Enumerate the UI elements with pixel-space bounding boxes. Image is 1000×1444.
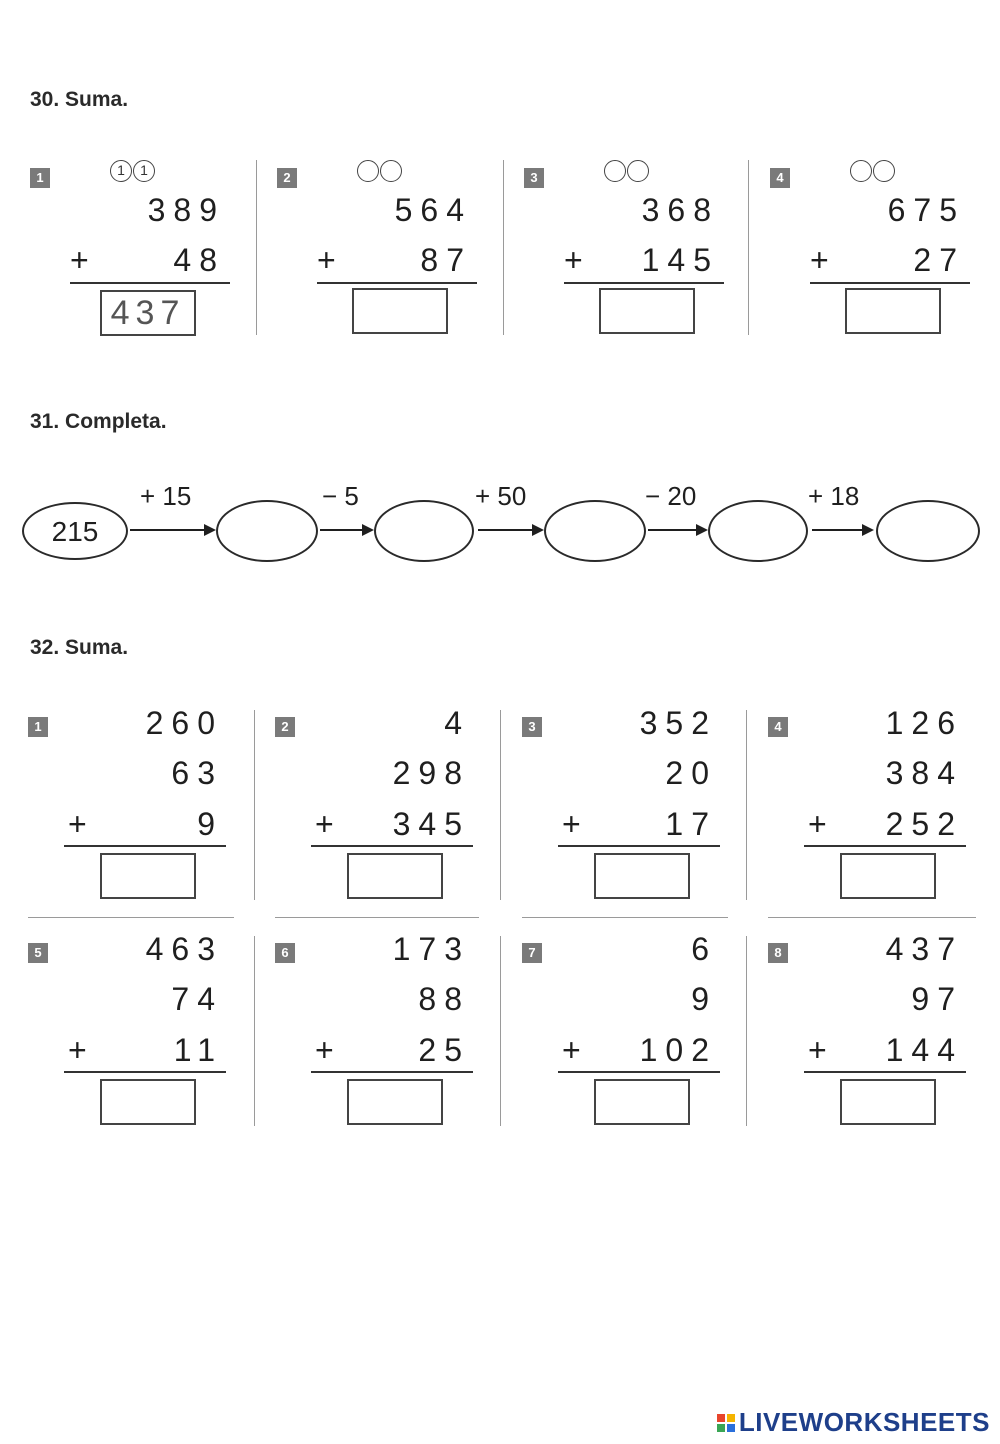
sum-line: [317, 282, 477, 284]
answer-box[interactable]: [840, 1079, 936, 1125]
logo-square: [727, 1414, 735, 1422]
row-divider: [28, 917, 234, 918]
plus-sign: +: [317, 242, 336, 278]
sum-line: [311, 845, 473, 847]
problem-number-badge: 4: [770, 168, 790, 188]
problem-number-badge: 6: [275, 943, 295, 963]
problem-number-badge: 8: [768, 943, 788, 963]
problem-number-badge: 7: [522, 943, 542, 963]
column-divider: [746, 936, 747, 1126]
second-addend: 48: [173, 242, 225, 278]
logo-square: [727, 1424, 735, 1432]
carry-circle[interactable]: 1: [110, 160, 132, 182]
second-addend: 9: [691, 981, 717, 1017]
sum-line: [311, 1071, 473, 1073]
first-addend: 352: [639, 705, 717, 741]
third-addend: 144: [885, 1032, 963, 1068]
plus-sign: +: [70, 242, 89, 278]
sum-problem-32-7: [522, 931, 722, 1131]
sum-problem-32-8: [768, 931, 968, 1131]
arrow-head-icon: [204, 524, 216, 536]
sum-problem-32-4: [768, 705, 968, 905]
sum-line: [64, 1071, 226, 1073]
carry-circle[interactable]: [627, 160, 649, 182]
logo-square: [717, 1414, 725, 1422]
arrow: [130, 529, 208, 531]
arrow-head-icon: [696, 524, 708, 536]
column-divider: [254, 710, 255, 900]
answer-box[interactable]: [594, 853, 690, 899]
plus-sign: +: [808, 806, 827, 842]
problem-number-badge: 5: [28, 943, 48, 963]
carry-circles: [110, 160, 155, 182]
plus-sign: +: [68, 806, 87, 842]
sum-line: [804, 845, 966, 847]
arrow: [320, 529, 366, 531]
column-divider: [746, 710, 747, 900]
problem-number-badge: 4: [768, 717, 788, 737]
sum-problem-32-1: [28, 705, 228, 905]
plus-sign: +: [315, 1032, 334, 1068]
answer-box[interactable]: [599, 288, 695, 334]
row-divider: [522, 917, 728, 918]
arrow-head-icon: [532, 524, 544, 536]
answer-box[interactable]: [594, 1079, 690, 1125]
second-addend: 384: [885, 755, 963, 791]
row-divider: [275, 917, 479, 918]
sum-line: [64, 845, 226, 847]
second-addend: 88: [418, 981, 470, 1017]
sum-problem-32-5: [28, 931, 228, 1131]
answer-box[interactable]: [100, 1079, 196, 1125]
arrow-head-icon: [862, 524, 874, 536]
answer-oval[interactable]: [876, 500, 980, 562]
column-divider: [748, 160, 749, 335]
section-31-heading: 31. Completa.: [30, 410, 167, 433]
arrow-head-icon: [362, 524, 374, 536]
section-32-heading: 32. Suma.: [30, 636, 129, 659]
first-addend: 437: [885, 931, 963, 967]
first-addend: 368: [641, 192, 719, 228]
problem-number-badge: 3: [524, 168, 544, 188]
column-divider: [254, 936, 255, 1126]
carry-circle[interactable]: [357, 160, 379, 182]
second-addend: 63: [171, 755, 223, 791]
arrow: [648, 529, 700, 531]
first-addend: 463: [145, 931, 223, 967]
column-divider: [500, 936, 501, 1126]
sum-problem-30-1: [30, 160, 230, 340]
answer-box[interactable]: [840, 853, 936, 899]
second-addend: 97: [911, 981, 963, 1017]
second-addend: 145: [641, 242, 719, 278]
answer-box[interactable]: [845, 288, 941, 334]
sum-line: [558, 845, 720, 847]
third-addend: 252: [885, 806, 963, 842]
first-addend: 173: [392, 931, 470, 967]
logo-squares-icon: [717, 1414, 735, 1432]
sum-problem-30-3: [524, 160, 724, 340]
first-addend: 260: [145, 705, 223, 741]
arrow: [478, 529, 536, 531]
carry-circle[interactable]: [604, 160, 626, 182]
carry-circles: [604, 160, 649, 182]
problem-number-badge: 2: [277, 168, 297, 188]
sum-problem-32-2: [275, 705, 475, 905]
first-addend: 6: [691, 931, 717, 967]
problem-number-badge: 2: [275, 717, 295, 737]
answer-oval[interactable]: [708, 500, 808, 562]
first-addend: 4: [444, 705, 470, 741]
answer-oval[interactable]: [544, 500, 646, 562]
carry-circle[interactable]: [850, 160, 872, 182]
answer-box[interactable]: [100, 853, 196, 899]
carry-circles: [357, 160, 402, 182]
first-addend: 389: [147, 192, 225, 228]
carry-circle[interactable]: 1: [133, 160, 155, 182]
answer-box[interactable]: [347, 853, 443, 899]
carry-circle[interactable]: [380, 160, 402, 182]
first-addend: 126: [885, 705, 963, 741]
problem-number-badge: 3: [522, 717, 542, 737]
plus-sign: +: [315, 806, 334, 842]
operation-label: + 50: [475, 481, 527, 511]
third-addend: 102: [639, 1032, 717, 1068]
first-addend: 564: [394, 192, 472, 228]
column-divider: [503, 160, 504, 335]
logo-square: [717, 1424, 725, 1432]
second-addend: 87: [420, 242, 472, 278]
answer-oval[interactable]: [216, 500, 318, 562]
column-divider: [256, 160, 257, 335]
operation-label: + 18: [808, 481, 860, 511]
third-addend: 345: [392, 806, 470, 842]
second-addend: 20: [665, 755, 717, 791]
operation-label: + 15: [140, 481, 192, 511]
answer-box[interactable]: [352, 288, 448, 334]
plus-sign: +: [564, 242, 583, 278]
column-divider: [500, 710, 501, 900]
operation-label: − 5: [322, 481, 359, 511]
answer-box[interactable]: [347, 1079, 443, 1125]
third-addend: 11: [173, 1032, 223, 1068]
third-addend: 25: [418, 1032, 470, 1068]
problem-number-badge: 1: [28, 717, 48, 737]
second-addend: 74: [171, 981, 223, 1017]
second-addend: 27: [913, 242, 965, 278]
answer-box[interactable]: 437: [100, 290, 196, 336]
liveworksheets-logo: [717, 1407, 990, 1438]
problem-number-badge: 1: [30, 168, 50, 188]
answer-oval[interactable]: [374, 500, 474, 562]
carry-circles: [850, 160, 895, 182]
third-addend: 9: [197, 806, 223, 842]
third-addend: 17: [665, 806, 717, 842]
start-number-oval: 215: [22, 502, 128, 560]
arrow: [812, 529, 866, 531]
plus-sign: +: [562, 806, 581, 842]
plus-sign: +: [808, 1032, 827, 1068]
logo-text: LIVEWORKSHEETS: [738, 1407, 990, 1437]
sum-problem-30-4: [770, 160, 970, 340]
section-30-heading: 30. Suma.: [30, 88, 129, 111]
sum-problem-32-3: [522, 705, 722, 905]
row-divider: [768, 917, 976, 918]
plus-sign: +: [68, 1032, 87, 1068]
second-addend: 298: [392, 755, 470, 791]
plus-sign: +: [562, 1032, 581, 1068]
operation-label: − 20: [645, 481, 697, 511]
sum-line: [804, 1071, 966, 1073]
sum-line: [558, 1071, 720, 1073]
first-addend: 675: [887, 192, 965, 228]
sum-line: [810, 282, 970, 284]
sum-line: [70, 282, 230, 284]
sum-problem-32-6: [275, 931, 475, 1131]
sum-problem-30-2: [277, 160, 477, 340]
sum-line: [564, 282, 724, 284]
plus-sign: +: [810, 242, 829, 278]
carry-circle[interactable]: [873, 160, 895, 182]
